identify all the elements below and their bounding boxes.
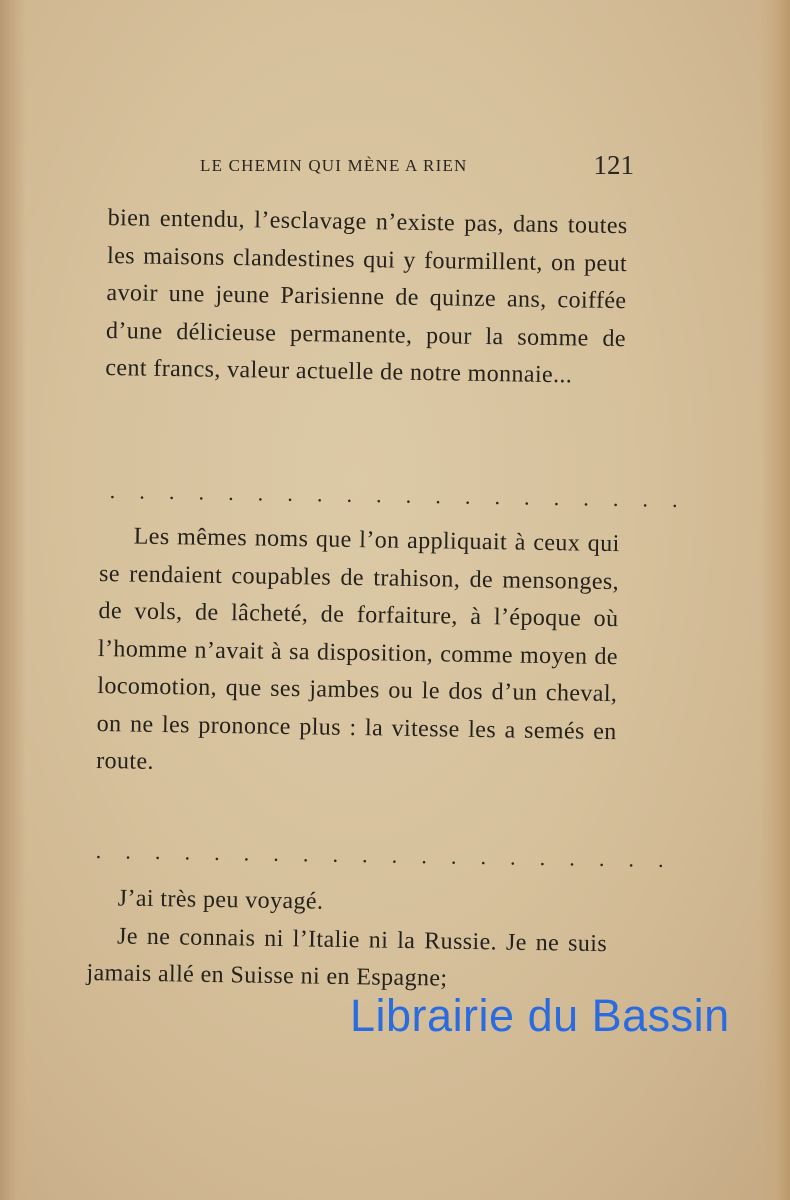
ellipsis-separator-1: . . . . . . . . . . . . . . . . . . . . — [109, 478, 688, 513]
paragraph-3a-text: J’ai très peu voyagé. — [117, 885, 324, 915]
page-edge — [760, 0, 790, 1200]
running-title: LE CHEMIN QUI MÈNE A RIEN — [200, 156, 468, 175]
page-gutter-shadow — [0, 0, 26, 1200]
paragraph-3b-text: Je ne connais ni l’Italie ni la Russie. Je ne suis jamais allé en Suisse ni en Espagne; — [86, 922, 608, 992]
paragraph-1 — [105, 200, 628, 396]
paragraph-3 — [86, 880, 608, 1001]
paragraph-2 — [96, 518, 620, 789]
running-header — [200, 152, 640, 182]
bookseller-watermark: Librairie du Bassin — [350, 990, 730, 1041]
paragraph-1-text: bien entendu, l’esclavage n’existe pas, dans toutes les maisons clandestines qui y fourmillent, on peut avoir une jeune Parisienne de quinze ans, coiffée d’une délicieuse permanente, pour la somme de cent francs, valeur actuelle de notre monnaie... — [105, 204, 628, 389]
paragraph-2-text: Les mêmes noms que l’on appliquait à ceux qui se rendaient coupables de trahison, de mensonges, de vols, de lâcheté, de forfaiture, à l’époque où l’homme n’avait à sa disposition, comme moyen de locomotion, que ses jambes ou le dos d’un cheval, on ne les prononce plus : la vitesse les a semés en route. — [95, 523, 620, 775]
ellipsis-separator-2: . . . . . . . . . . . . . . . . . . . . — [95, 838, 674, 873]
page-number: 121 — [593, 150, 634, 180]
